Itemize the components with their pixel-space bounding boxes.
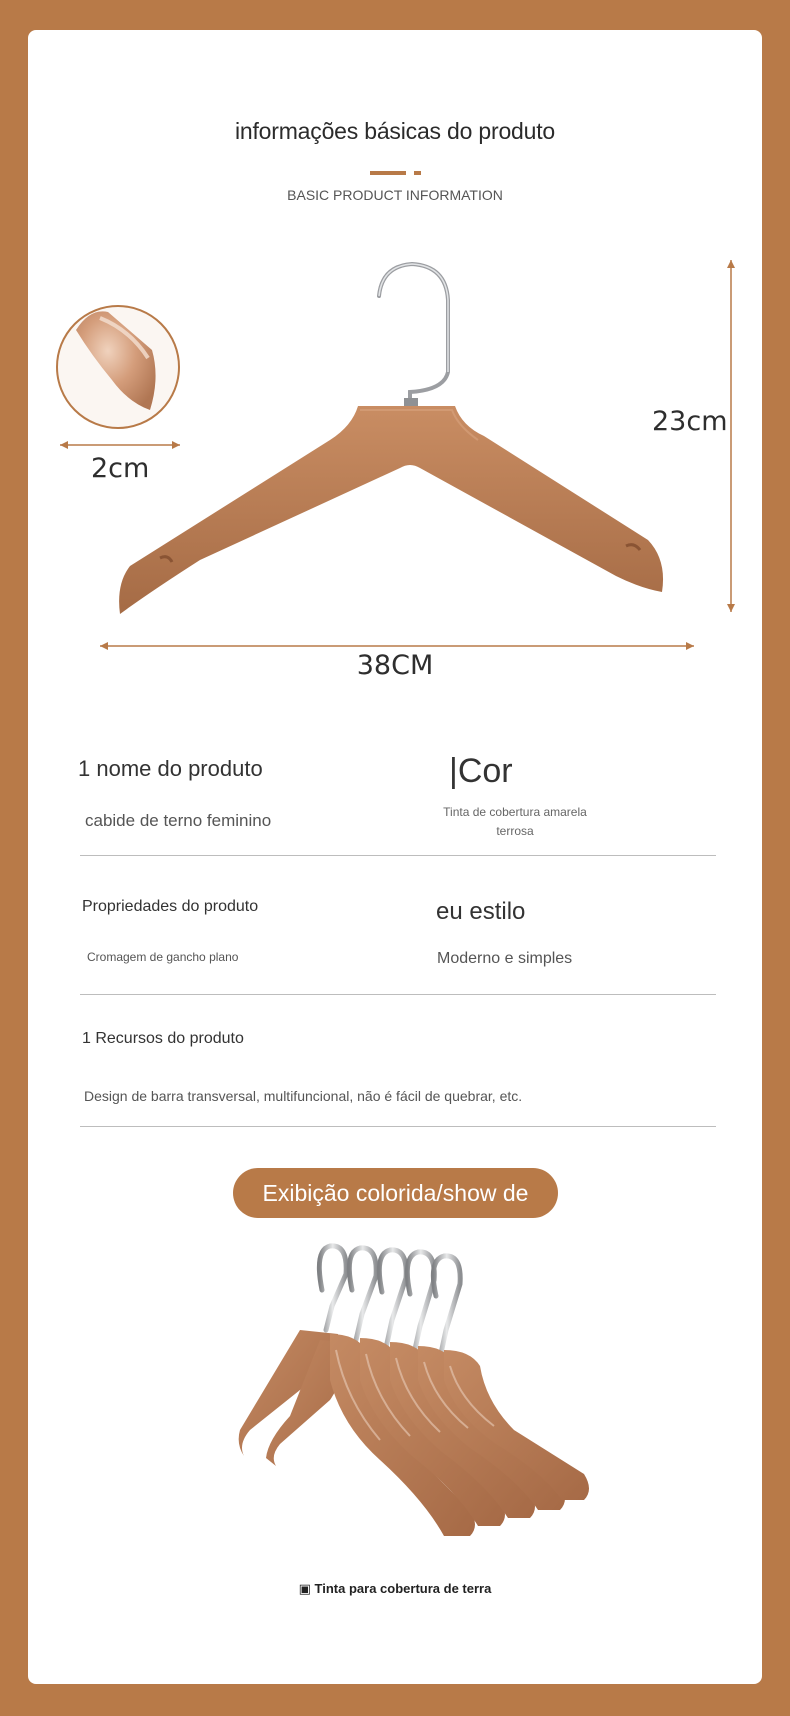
- spec-style-label: eu estilo: [436, 898, 526, 925]
- page-subtitle: BASIC PRODUCT INFORMATION: [287, 187, 503, 203]
- thickness-detail-icon: [57, 306, 179, 428]
- height-label: 23cm: [652, 406, 728, 437]
- hanger-dimension-diagram: [0, 0, 790, 700]
- spec-style-value: Moderno e simples: [437, 950, 573, 967]
- height-arrow: [727, 260, 735, 612]
- thickness-label: 2cm: [91, 453, 150, 484]
- color-show-button[interactable]: Exibição colorida/show de cores: [233, 1168, 558, 1218]
- spec-features-label: 1 Recursos do produto: [82, 1030, 244, 1047]
- page-title: informações básicas do produto: [234, 118, 556, 144]
- spec-color-value-line2: terrosa: [496, 824, 534, 838]
- spec-color-label: |Cor: [449, 752, 513, 790]
- divider-2: [80, 994, 716, 995]
- color-caption: ▣ Tinta para cobertura de terra: [298, 1581, 492, 1596]
- spec-name-value: cabide de terno feminino: [85, 811, 272, 830]
- spec-color-value: [420, 803, 610, 841]
- hanger-color-set-image: [0, 1230, 790, 1570]
- spec-properties-label: Propriedades do produto: [82, 898, 259, 915]
- spec-properties-value: Cromagem de gancho plano: [87, 950, 239, 964]
- divider-1: [80, 855, 716, 856]
- spec-name-label: 1 nome do produto: [78, 756, 263, 781]
- spec-color-value-line1: Tinta de cobertura amarela: [443, 805, 587, 819]
- thickness-arrow: [60, 441, 180, 449]
- hanger-image: [119, 264, 663, 614]
- width-arrow: [100, 642, 694, 650]
- divider-3: [80, 1126, 716, 1127]
- spec-features-value: Design de barra transversal, multifuncional, não é fácil de quebrar, etc.: [84, 1088, 523, 1104]
- hanger-bodies: [239, 1330, 589, 1536]
- width-label: 38CM: [356, 650, 434, 681]
